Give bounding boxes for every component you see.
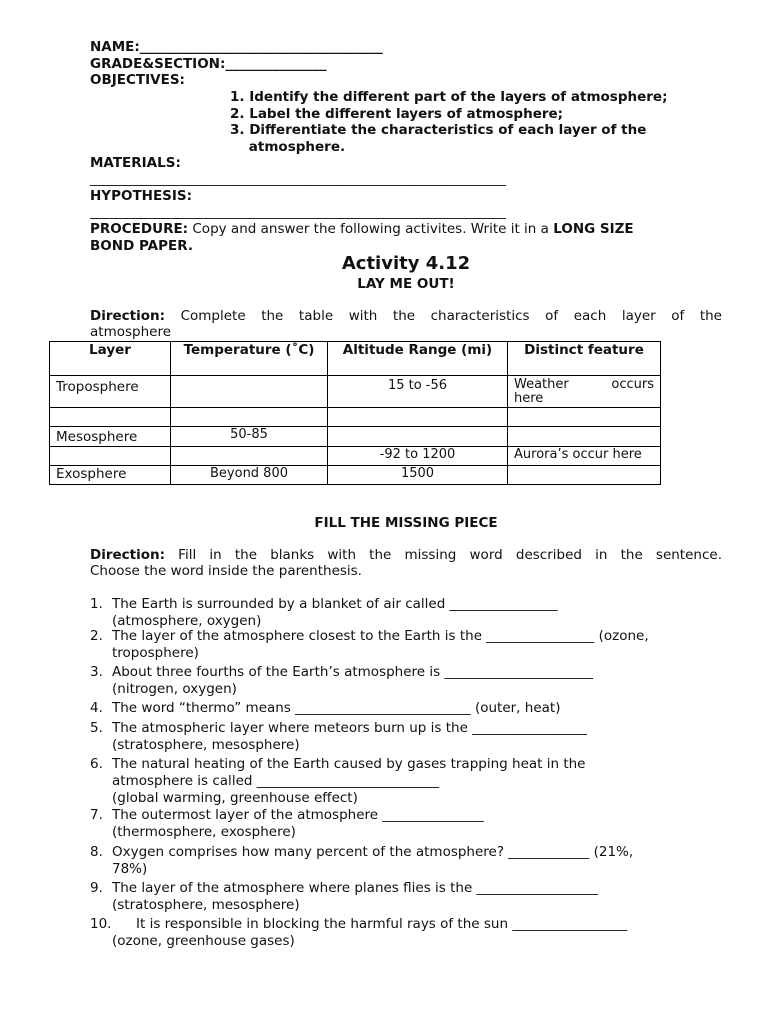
procedure-text xyxy=(90,221,634,237)
table-cell: Weather occurs here xyxy=(508,376,661,408)
question-number: 2. xyxy=(90,628,103,644)
name-field-label: NAME:____________________________________ xyxy=(90,39,383,55)
fill-section-title: FILL THE MISSING PIECE xyxy=(314,515,498,531)
question-line: The layer of the atmosphere where planes flies is the __________________ xyxy=(112,880,599,896)
question-line: (thermosphere, exosphere) xyxy=(112,824,296,840)
procedure-emphasis-2: BOND PAPER. xyxy=(90,238,193,254)
table-cell xyxy=(171,447,328,466)
materials-blank: ________________________________________________________________ xyxy=(90,172,506,187)
table-cell: Exosphere xyxy=(50,466,171,485)
table-cell xyxy=(171,408,328,427)
table-cell: Mesosphere xyxy=(50,427,171,447)
table-cell: 50-85 xyxy=(171,427,328,447)
activity-direction-2: atmosphere xyxy=(90,324,171,340)
question-text xyxy=(112,628,722,662)
table-cell xyxy=(508,466,661,485)
table-cell: 15 to -56 xyxy=(328,376,508,408)
table-cell xyxy=(328,427,508,447)
fill-direction xyxy=(90,547,722,563)
table-cell xyxy=(171,376,328,408)
procedure-emphasis: LONG SIZE xyxy=(553,221,634,237)
grade-section-label: GRADE&SECTION:_______________ xyxy=(90,56,327,72)
direction-label: Direction: xyxy=(90,308,166,324)
direction-label: Direction: xyxy=(90,547,166,563)
question-text xyxy=(112,756,722,807)
table-cell: Troposphere xyxy=(50,376,171,408)
question-text xyxy=(112,880,722,914)
fill-direction-2: Choose the word inside the parenthesis. xyxy=(90,563,362,579)
header-cell: Layer xyxy=(50,342,171,376)
table-row xyxy=(50,466,661,485)
hypothesis-blank: ________________________________________________________________ xyxy=(90,205,506,220)
hypothesis-label: HYPOTHESIS: xyxy=(90,188,193,204)
question-text xyxy=(112,664,722,698)
direction-text: Complete the table with the characteristics of each layer of the xyxy=(165,308,722,324)
procedure-body: Copy and answer the following activites. Write it in a xyxy=(188,221,554,237)
objectives-label: OBJECTIVES: xyxy=(90,72,185,88)
question-line: The layer of the atmosphere closest to the Earth is the ________________ (ozone, xyxy=(112,628,649,644)
table-cell xyxy=(50,408,171,427)
header-cell: Temperature (˚C) xyxy=(171,342,328,376)
objective-item: atmosphere. xyxy=(230,138,346,155)
question-number: 7. xyxy=(90,807,103,823)
objective-item: 3. Differentiate the characteristics of each layer of the xyxy=(230,122,647,138)
activity-title: Activity 4.12 xyxy=(341,253,471,274)
question-number: 5. xyxy=(90,720,103,736)
activity-direction xyxy=(90,308,722,324)
layers-table xyxy=(49,341,661,485)
question-text xyxy=(112,844,722,878)
materials-label: MATERIALS: xyxy=(90,155,181,171)
header-cell: Distinct feature xyxy=(508,342,661,376)
question-line: Oxygen comprises how many percent of the atmosphere? ____________ (21%, xyxy=(112,844,634,860)
question-number: 10. xyxy=(90,916,112,932)
procedure-label: PROCEDURE: xyxy=(90,221,189,237)
table-row xyxy=(50,408,661,427)
question-line: The Earth is surrounded by a blanket of air called ________________ xyxy=(112,596,558,612)
question-number: 6. xyxy=(90,756,103,772)
question-text xyxy=(112,807,722,841)
question-line: The word “thermo” means __________________________ (outer, heat) xyxy=(112,700,561,716)
table-cell xyxy=(328,408,508,427)
question-line: (ozone, greenhouse gases) xyxy=(112,933,295,949)
question-number: 1. xyxy=(90,596,103,612)
objective-item: 1. Identify the different part of the layers of atmosphere; xyxy=(230,89,668,105)
table-cell xyxy=(508,408,661,427)
header-cell: Altitude Range (mi) xyxy=(328,342,508,376)
table-row xyxy=(50,427,661,447)
question-text: It is responsible in blocking the harmful rays of the sun _________________ xyxy=(136,916,628,932)
table-cell: Beyond 800 xyxy=(171,466,328,485)
activity-subtitle: LAY ME OUT! xyxy=(357,276,455,292)
question-text xyxy=(112,700,722,717)
table-row xyxy=(50,376,661,408)
question-line: (global warming, greenhouse effect) xyxy=(112,790,358,806)
question-line: atmosphere is called ___________________________ xyxy=(112,773,439,789)
question-line: 78%) xyxy=(112,861,148,877)
question-line: (stratosphere, mesosphere) xyxy=(112,737,300,753)
question-number: 4. xyxy=(90,700,103,716)
objectives-list xyxy=(230,89,667,155)
question-number: 9. xyxy=(90,880,103,896)
question-line: About three fourths of the Earth’s atmosphere is ______________________ xyxy=(112,664,593,680)
question-line: (atmosphere, oxygen) xyxy=(112,613,262,629)
direction-text: Fill in the blanks with the missing word described in the sentence. xyxy=(165,547,722,563)
question-text xyxy=(112,596,722,630)
table-row xyxy=(50,447,661,466)
question-text xyxy=(112,720,722,754)
table-cell: 1500 xyxy=(328,466,508,485)
question-line: (stratosphere, mesosphere) xyxy=(112,897,300,913)
question-number: 3. xyxy=(90,664,103,680)
objective-item: 2. Label the different layers of atmosphere; xyxy=(230,105,564,122)
table-cell xyxy=(50,447,171,466)
table-cell: Aurora’s occur here xyxy=(508,447,661,466)
question-line: The outermost layer of the atmosphere _______________ xyxy=(112,807,484,823)
table-header-row xyxy=(50,342,661,376)
question-line: The atmospheric layer where meteors burn up is the _________________ xyxy=(112,720,587,736)
table-cell xyxy=(508,427,661,447)
question-line: (nitrogen, oxygen) xyxy=(112,681,237,697)
question-line: troposphere) xyxy=(112,645,199,661)
question-line: The natural heating of the Earth caused by gases trapping heat in the xyxy=(112,756,586,772)
question-number: 8. xyxy=(90,844,103,860)
table-cell: -92 to 1200 xyxy=(328,447,508,466)
